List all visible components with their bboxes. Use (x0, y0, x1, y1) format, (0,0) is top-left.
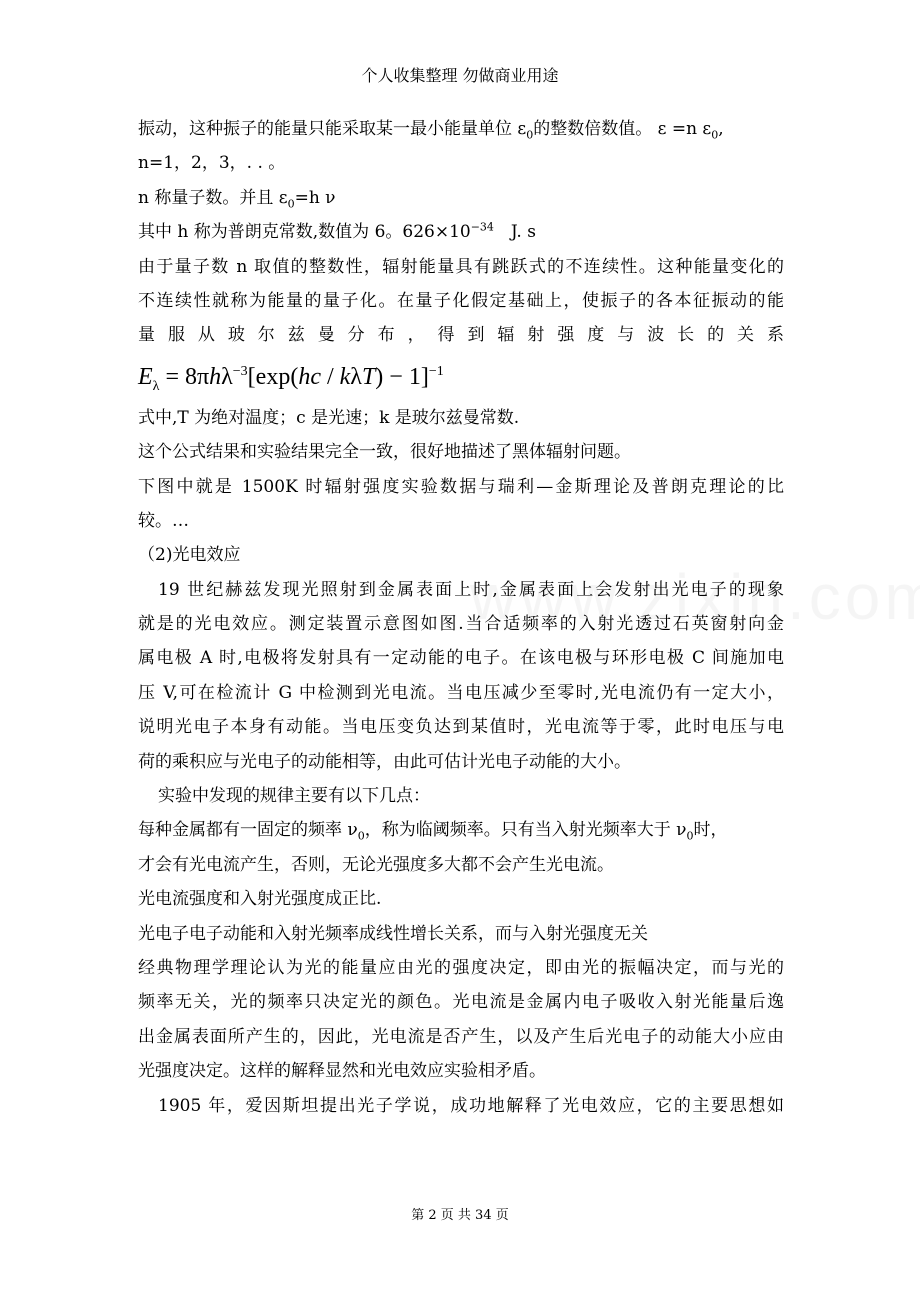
formula-symbol: hc (298, 363, 321, 390)
formula-symbol: E (138, 363, 153, 390)
text-run: =h ν (294, 187, 336, 208)
paragraph-line (138, 215, 784, 249)
paragraph-line: 由于量子数 n 取值的整数性，辐射能量具有跳跃式的不连续性。这种能量变化的 (138, 256, 784, 277)
text-run: 时， (693, 820, 728, 841)
paragraph-line: 光强度决定。这样的解释显然和光电效应实验相矛盾。 (138, 1061, 546, 1082)
subscript: 0 (711, 128, 719, 142)
paragraph-line (138, 813, 784, 847)
paragraph-line: 出金属表面所产生的，因此，光电流是否产生，以及产生后光电子的动能大小应由 (138, 1026, 784, 1047)
paragraph-line: n=1，2，3，. . 。 (138, 153, 286, 174)
formula-symbol: k (339, 363, 351, 390)
planck-formula (138, 353, 784, 401)
formula-symbol: [exp( (247, 363, 299, 390)
subscript: 0 (287, 197, 295, 211)
superscript: −34 (470, 220, 494, 234)
text-run: 的整数倍数值。 ε =n ε (533, 119, 712, 139)
paragraph-line: 1905 年，爱因斯坦提出光子学说，成功地解释了光电效应，它的主要思想如 (158, 1095, 784, 1116)
paragraph-line: 频率无关，光的频率只决定光的颜色。光电流是金属内电子吸收入射光能量后逸 (138, 992, 784, 1013)
paragraph-line: 才会有光电流产生，否则，无论光强度多大都不会产生光电流。 (138, 854, 614, 875)
paragraph-line: 荷的乘积应与光电子的动能相等，由此可估计光电子动能的大小。 (138, 751, 631, 772)
document-body (138, 112, 784, 1123)
paragraph-line: 19 世纪赫兹发现光照射到金属表面上时,金属表面上会发射出光电子的现象 (158, 579, 784, 600)
formula-symbol: ) − 1] (375, 363, 429, 390)
formula-subscript: λ (152, 378, 160, 394)
formula-symbol: / (320, 363, 340, 390)
subscript: 0 (686, 829, 694, 843)
formula-superscript: −1 (428, 363, 444, 379)
page-header: 个人收集整理 勿做商业用途 (361, 66, 559, 85)
subscript: 0 (526, 128, 534, 142)
paragraph-line: 下图中就是 1500K 时辐射强度实验数据与瑞利—金斯理论及普朗克理论的比 (138, 476, 784, 497)
page-footer: 第 2 页 共 34 页 (411, 1208, 509, 1223)
formula-symbol: T (361, 363, 376, 390)
paragraph-line: 属电极 A 时,电极将发射具有一定动能的电子。在该电极与环形电极 C 间施加电 (138, 648, 784, 669)
paragraph-line: 较。… (138, 510, 189, 531)
section-heading: （2)光电效应 (138, 545, 241, 566)
paragraph-line: 经典物理学理论认为光的能量应由光的强度决定，即由光的振幅决定，而与光的 (138, 957, 784, 978)
paragraph-line: 光电流强度和入射光强度成正比. (138, 889, 382, 910)
formula-symbol: λ (350, 363, 362, 390)
paragraph-line: 压 V,可在检流计 G 中检测到光电流。当电压减少至零时,光电流仍有一定大小， (138, 682, 784, 703)
text-run: 每种金属都有一固定的频率 ν (138, 820, 358, 841)
text-run: n 称量子数。并且 ε (138, 187, 288, 208)
paragraph-line: 量服从玻尔兹曼分布，得到辐射强度与波长的关系 (138, 325, 784, 346)
paragraph-line (138, 181, 784, 215)
formula-superscript: −3 (232, 363, 248, 379)
formula-symbol: h (209, 363, 222, 390)
subscript: 0 (357, 829, 365, 843)
paragraph-line: 说明光电子本身有动能。当电压变负达到某值时，光电流等于零，此时电压与电 (138, 717, 784, 738)
formula-symbol: λ (221, 363, 233, 390)
text-run: ，称为临阈频率。只有当入射光频率大于 ν (364, 820, 687, 841)
text-run: , (718, 119, 724, 139)
paragraph-line: 式中,T 为绝对温度；c 是光速；k 是玻尔兹曼常数. (138, 407, 520, 428)
text-run: J. s (493, 222, 536, 243)
formula-symbol: = 8π (159, 363, 210, 390)
text-run: 振动，这种振子的能量只能采取某一最小能量单位 ε (138, 119, 527, 139)
paragraph-line: 就是的光电效应。测定装置示意图如图.当合适频率的入射光透过石英窗射向金 (138, 614, 784, 635)
text-run: 其中 h 称为普朗克常数,数值为 6。626×10 (138, 222, 471, 243)
paragraph-line: 光电子电子动能和入射光频率成线性增长关系，而与入射光强度无关 (138, 923, 648, 944)
paragraph-line (138, 112, 784, 146)
paragraph-line: 实验中发现的规律主要有以下几点： (158, 786, 430, 807)
paragraph-line: 这个公式结果和实验结果完全一致，很好地描述了黑体辐射问题。 (138, 442, 631, 463)
paragraph-line: 不连续性就称为能量的量子化。在量子化假定基础上，使振子的各本征振动的能 (138, 290, 784, 311)
